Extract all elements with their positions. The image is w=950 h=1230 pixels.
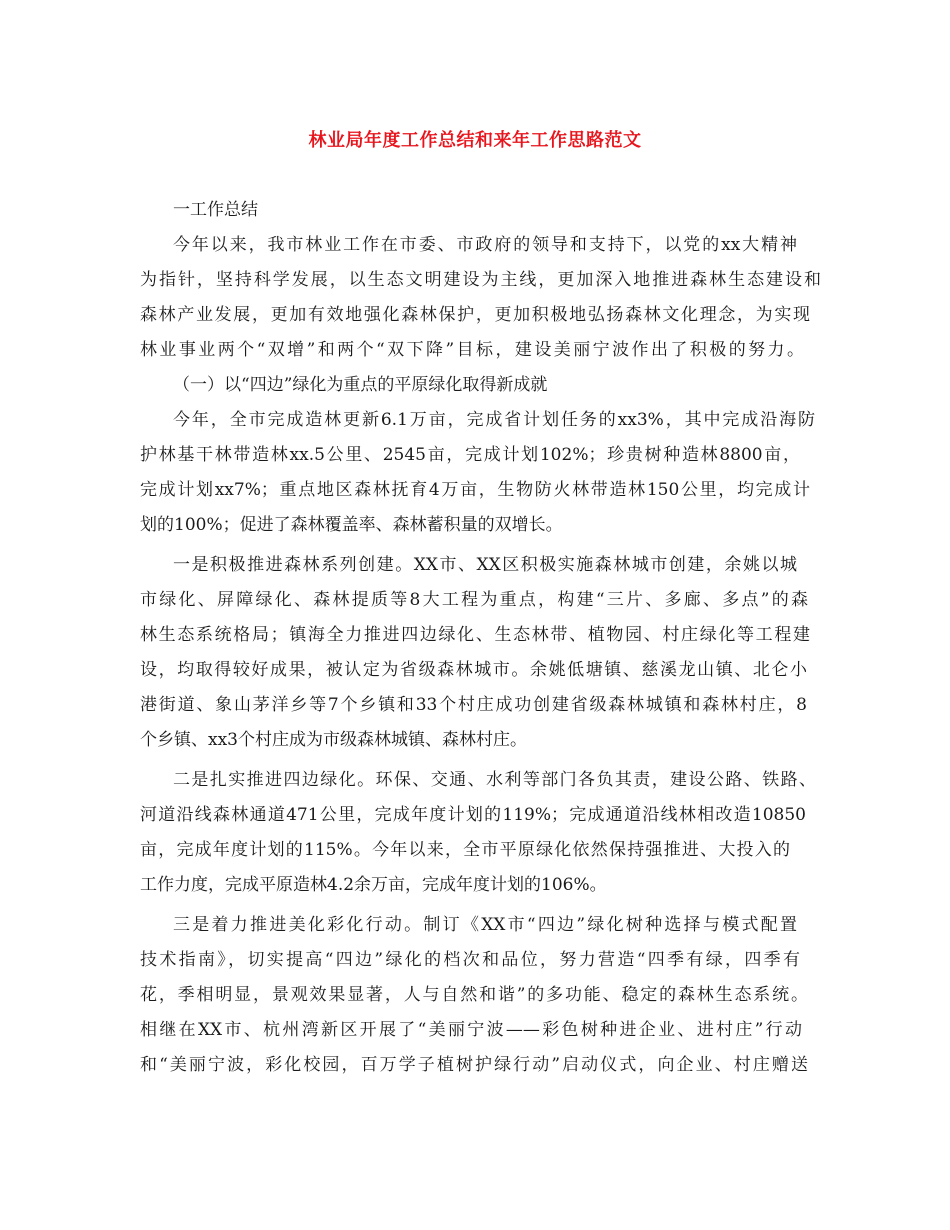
text-line: 设，均取得较好成果，被认定为省级森林城市。余姚低塘镇、慈溪龙山镇、北仑小 — [140, 660, 807, 680]
text-line: 工作力度，完成平原造林4.2余万亩，完成年度计划的106%。 — [140, 875, 607, 895]
document-title: 林业局年度工作总结和来年工作思路范文 — [308, 130, 642, 151]
text-line: 亩，完成年度计划的115%。今年以来，全市平原绿化依然保持强推进、大投入的 — [140, 840, 790, 860]
text-line: 河道沿线森林通道471公里，完成年度计划的119%；完成通道沿线林相改造10850 — [140, 805, 806, 825]
text-line: 划的100%；促进了森林覆盖率、森林蓄积量的双增长。 — [140, 515, 563, 535]
subsection-heading: （一）以“四边”绿化为重点的平原绿化取得新成就 — [173, 375, 548, 395]
section-heading: 一工作总结 — [173, 200, 258, 220]
text-line: 市绿化、屏障绿化、森林提质等8大工程为重点，构建“三片、多廊、多点”的森 — [140, 590, 808, 610]
text-line: 今年，全市完成造林更新6.1万亩，完成省计划任务的xx3%，其中完成沿海防 — [173, 410, 815, 430]
text-line: 技术指南》，切实提高“四边”绿化的档次和品位，努力营造“四季有绿，四季有 — [140, 950, 800, 970]
text-line: 个乡镇、xx3个村庄成为市级森林城镇、森林村庄。 — [140, 730, 527, 750]
text-line: 林生态系统格局；镇海全力推进四边绿化、生态林带、植物园、村庄绿化等工程建 — [140, 625, 810, 645]
text-line: 一是积极推进森林系列创建。XX市、XX区积极实施森林城市创建，余姚以城 — [173, 555, 797, 575]
text-line: 三是着力推进美化彩化行动。制订《XX市“四边”绿化树种选择与模式配置 — [173, 915, 797, 935]
text-line: 今年以来，我市林业工作在市委、市政府的领导和支持下，以党的xx大精神 — [173, 235, 797, 255]
text-line: 林业事业两个“双增”和两个“双下降”目标，建设美丽宁波作出了积极的努力。 — [140, 340, 804, 360]
text-line: 相继在XX市、杭州湾新区开展了“美丽宁波——彩色树种进企业、进村庄”行动 — [140, 1020, 802, 1040]
text-line: 港街道、象山茅洋乡等7个乡镇和33个村庄成功创建省级森林城镇和森林村庄，8 — [140, 695, 807, 715]
text-line: 森林产业发展，更加有效地强化森林保护，更加积极地弘扬森林文化理念，为实现 — [140, 305, 810, 325]
text-line: 和“美丽宁波，彩化校园，百万学子植树护绿行动”启动仪式，向企业、村庄赠送 — [140, 1055, 808, 1075]
text-line: 为指针，坚持科学发展，以生态文明建设为主线，更加深入地推进森林生态建设和 — [140, 270, 821, 290]
text-line: 护林基干林带造林xx.5公里、2545亩，完成计划102%；珍贵树种造林8800亩， — [140, 445, 800, 465]
text-line: 花，季相明显，景观效果显著，人与自然和谐”的多功能、稳定的森林生态系统。 — [140, 985, 808, 1005]
text-line: 二是扎实推进四边绿化。环保、交通、水利等部门各负其责，建设公路、铁路、 — [173, 770, 816, 790]
text-line: 完成计划xx7%；重点地区森林抚育4万亩，生物防火林带造林150公里，均完成计 — [140, 480, 810, 500]
